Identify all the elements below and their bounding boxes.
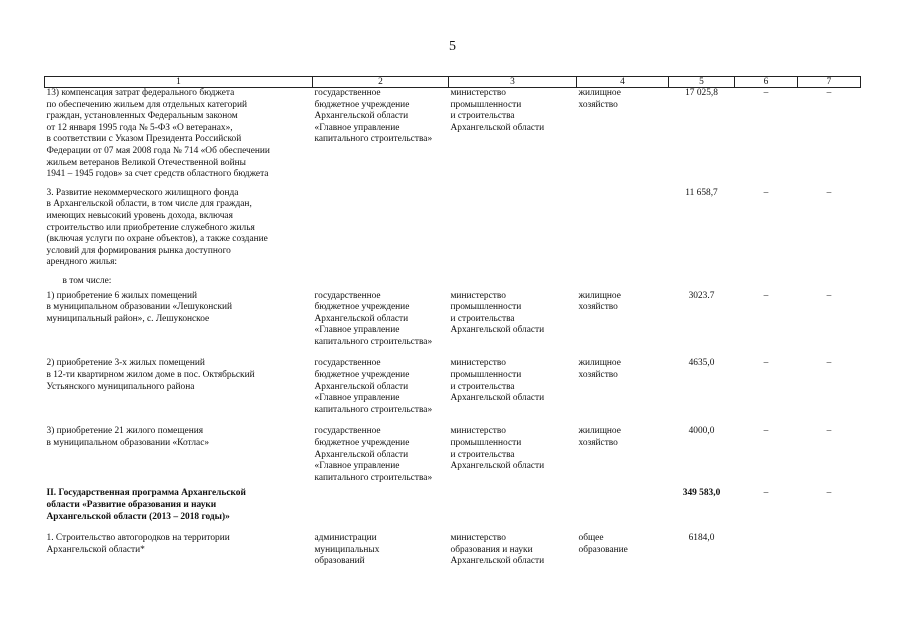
table-cell-c1: 2) приобретение 3-х жилых помещений в 12-ти квартирном жилом доме в пос. Октябрьский Устьянского муниципального района bbox=[46, 358, 255, 392]
table-cell-c7: – bbox=[826, 488, 832, 499]
table-cell-c6 bbox=[735, 533, 798, 568]
table-cell-c4: жилищное хозяйство bbox=[578, 88, 621, 110]
table-cell-c5: 17 025,8 bbox=[685, 88, 718, 98]
table-cell-c7: – bbox=[826, 187, 832, 198]
table-cell-c4: жилищное хозяйство bbox=[578, 358, 621, 381]
table-cell-c6: – bbox=[763, 488, 769, 499]
table-cell-c2: государственное бюджетное учреждение Архангельской области «Главное управление капитального строительства» bbox=[314, 88, 433, 145]
header-row bbox=[45, 77, 861, 88]
table-cell-c6: – bbox=[763, 88, 769, 98]
table-cell-c3: министерство промышленности и строительства Архангельской области bbox=[450, 88, 545, 133]
table-cell-c4: общее образование bbox=[578, 533, 628, 555]
table-cell-c1: 1. Строительство автогородков на территории Архангельской области* bbox=[46, 533, 230, 555]
table-cell-c6: – bbox=[763, 426, 769, 437]
table-row bbox=[45, 88, 861, 188]
table-cell-c7 bbox=[798, 533, 861, 568]
table-cell-c2: государственное бюджетное учреждение Архангельской области «Главное управление капитального строительства» bbox=[314, 290, 433, 347]
header-col-4: 4 bbox=[577, 77, 669, 88]
table-cell-c5: 4000,0 bbox=[688, 426, 715, 437]
table-cell-c6: – bbox=[763, 187, 769, 198]
table-cell-c5: 349 583,0 bbox=[682, 488, 721, 499]
table-cell-c3 bbox=[449, 488, 577, 533]
table-cell-c1: 3) приобретение 21 жилого помещения в муниципальном образовании «Котлас» bbox=[46, 426, 210, 449]
table-body bbox=[45, 88, 861, 568]
table-row bbox=[45, 276, 861, 291]
table-row bbox=[45, 188, 861, 276]
table-cell-c3: министерство образования и науки Архангельской области bbox=[450, 533, 545, 567]
table-cell-c7: – bbox=[826, 88, 832, 98]
table-cell-c7: – bbox=[826, 358, 832, 369]
table-cell-c2 bbox=[313, 488, 449, 533]
table-cell-c5: 6184,0 bbox=[688, 533, 715, 544]
table-row bbox=[45, 291, 861, 359]
table-cell-c3: министерство промышленности и строительства Архангельской области bbox=[450, 426, 545, 472]
table-cell-c3 bbox=[449, 188, 577, 276]
table-cell-c6: – bbox=[763, 290, 769, 301]
table-cell-c1: 3. Развитие некоммерческого жилищного фонда в Архангельской области, в том числе для граждан, имеющих невысокий уровень дохода, включая строительство или приобретение служебного жилья (включая услуги по охране объектов), а также создание условий для формирования рынка доступного арендного жилья: bbox=[46, 187, 268, 268]
table-cell-c1: 13) компенсация затрат федерального бюджета по обеспечению жильем для отдельных категорий граждан, установленных Федеральным законом от 12 января 1995 года № 5-ФЗ «О ветеранах», в соответствии с Указом Президента Российской Федерации от 07 мая 2008 года № 714 «Об обеспечении жильем ветеранов Великой Отечественной войны 1941 – 1945 годов» за счет средств областного бюджета bbox=[46, 88, 270, 180]
table-cell-c4: жилищное хозяйство bbox=[578, 426, 621, 449]
table-cell-c2 bbox=[313, 276, 449, 291]
table-cell-c3 bbox=[449, 276, 577, 291]
table-cell-c2: государственное бюджетное учреждение Архангельской области «Главное управление капитального строительства» bbox=[314, 426, 433, 483]
table-cell-c7: – bbox=[826, 290, 832, 301]
header-col-3: 3 bbox=[449, 77, 577, 88]
table-cell-c3: министерство промышленности и строительства Архангельской области bbox=[450, 358, 545, 404]
table-cell-c6: – bbox=[763, 358, 769, 369]
page-number: 5 bbox=[449, 39, 456, 54]
table-cell-c3: министерство промышленности и строительства Архангельской области bbox=[450, 290, 545, 336]
table-cell-c5: 3023.7 bbox=[688, 290, 715, 301]
table-cell-c2 bbox=[313, 188, 449, 276]
table-cell-c2: государственное бюджетное учреждение Архангельской области «Главное управление капитального строительства» bbox=[314, 358, 433, 415]
budget-table bbox=[44, 76, 861, 568]
table-row bbox=[45, 488, 861, 533]
table-cell-c1: в том числе: bbox=[62, 275, 112, 286]
header-col-1: 1 bbox=[45, 77, 313, 88]
header-col-5: 5 bbox=[669, 77, 735, 88]
header-col-6: 6 bbox=[735, 77, 798, 88]
table-cell-c1: II. Государственная программа Архангельской области «Развитие образования и науки Архангельской области (2013 – 2018 годы)» bbox=[46, 488, 246, 522]
table-cell-c5: 4635,0 bbox=[688, 358, 715, 369]
table-cell-c7: – bbox=[826, 426, 832, 437]
table-cell-c6 bbox=[735, 276, 798, 291]
header-col-2: 2 bbox=[313, 77, 449, 88]
table-cell-c4 bbox=[577, 488, 669, 533]
header-col-7: 7 bbox=[798, 77, 861, 88]
table-cell-c2: администрации муниципальных образований bbox=[314, 533, 380, 567]
table-cell-c7 bbox=[798, 276, 861, 291]
table-cell-c4: жилищное хозяйство bbox=[578, 290, 621, 313]
table-row bbox=[45, 533, 861, 568]
table-cell-c4 bbox=[577, 276, 669, 291]
table-row bbox=[45, 358, 861, 426]
table-row bbox=[45, 426, 861, 488]
table-cell-c1: 1) приобретение 6 жилых помещений в муниципальном образовании «Лешуконский муниципальный район», с. Лешуконское bbox=[46, 290, 233, 324]
table-cell-c5 bbox=[669, 276, 735, 291]
table-cell-c5: 11 658,7 bbox=[685, 187, 718, 198]
table-cell-c4 bbox=[577, 188, 669, 276]
